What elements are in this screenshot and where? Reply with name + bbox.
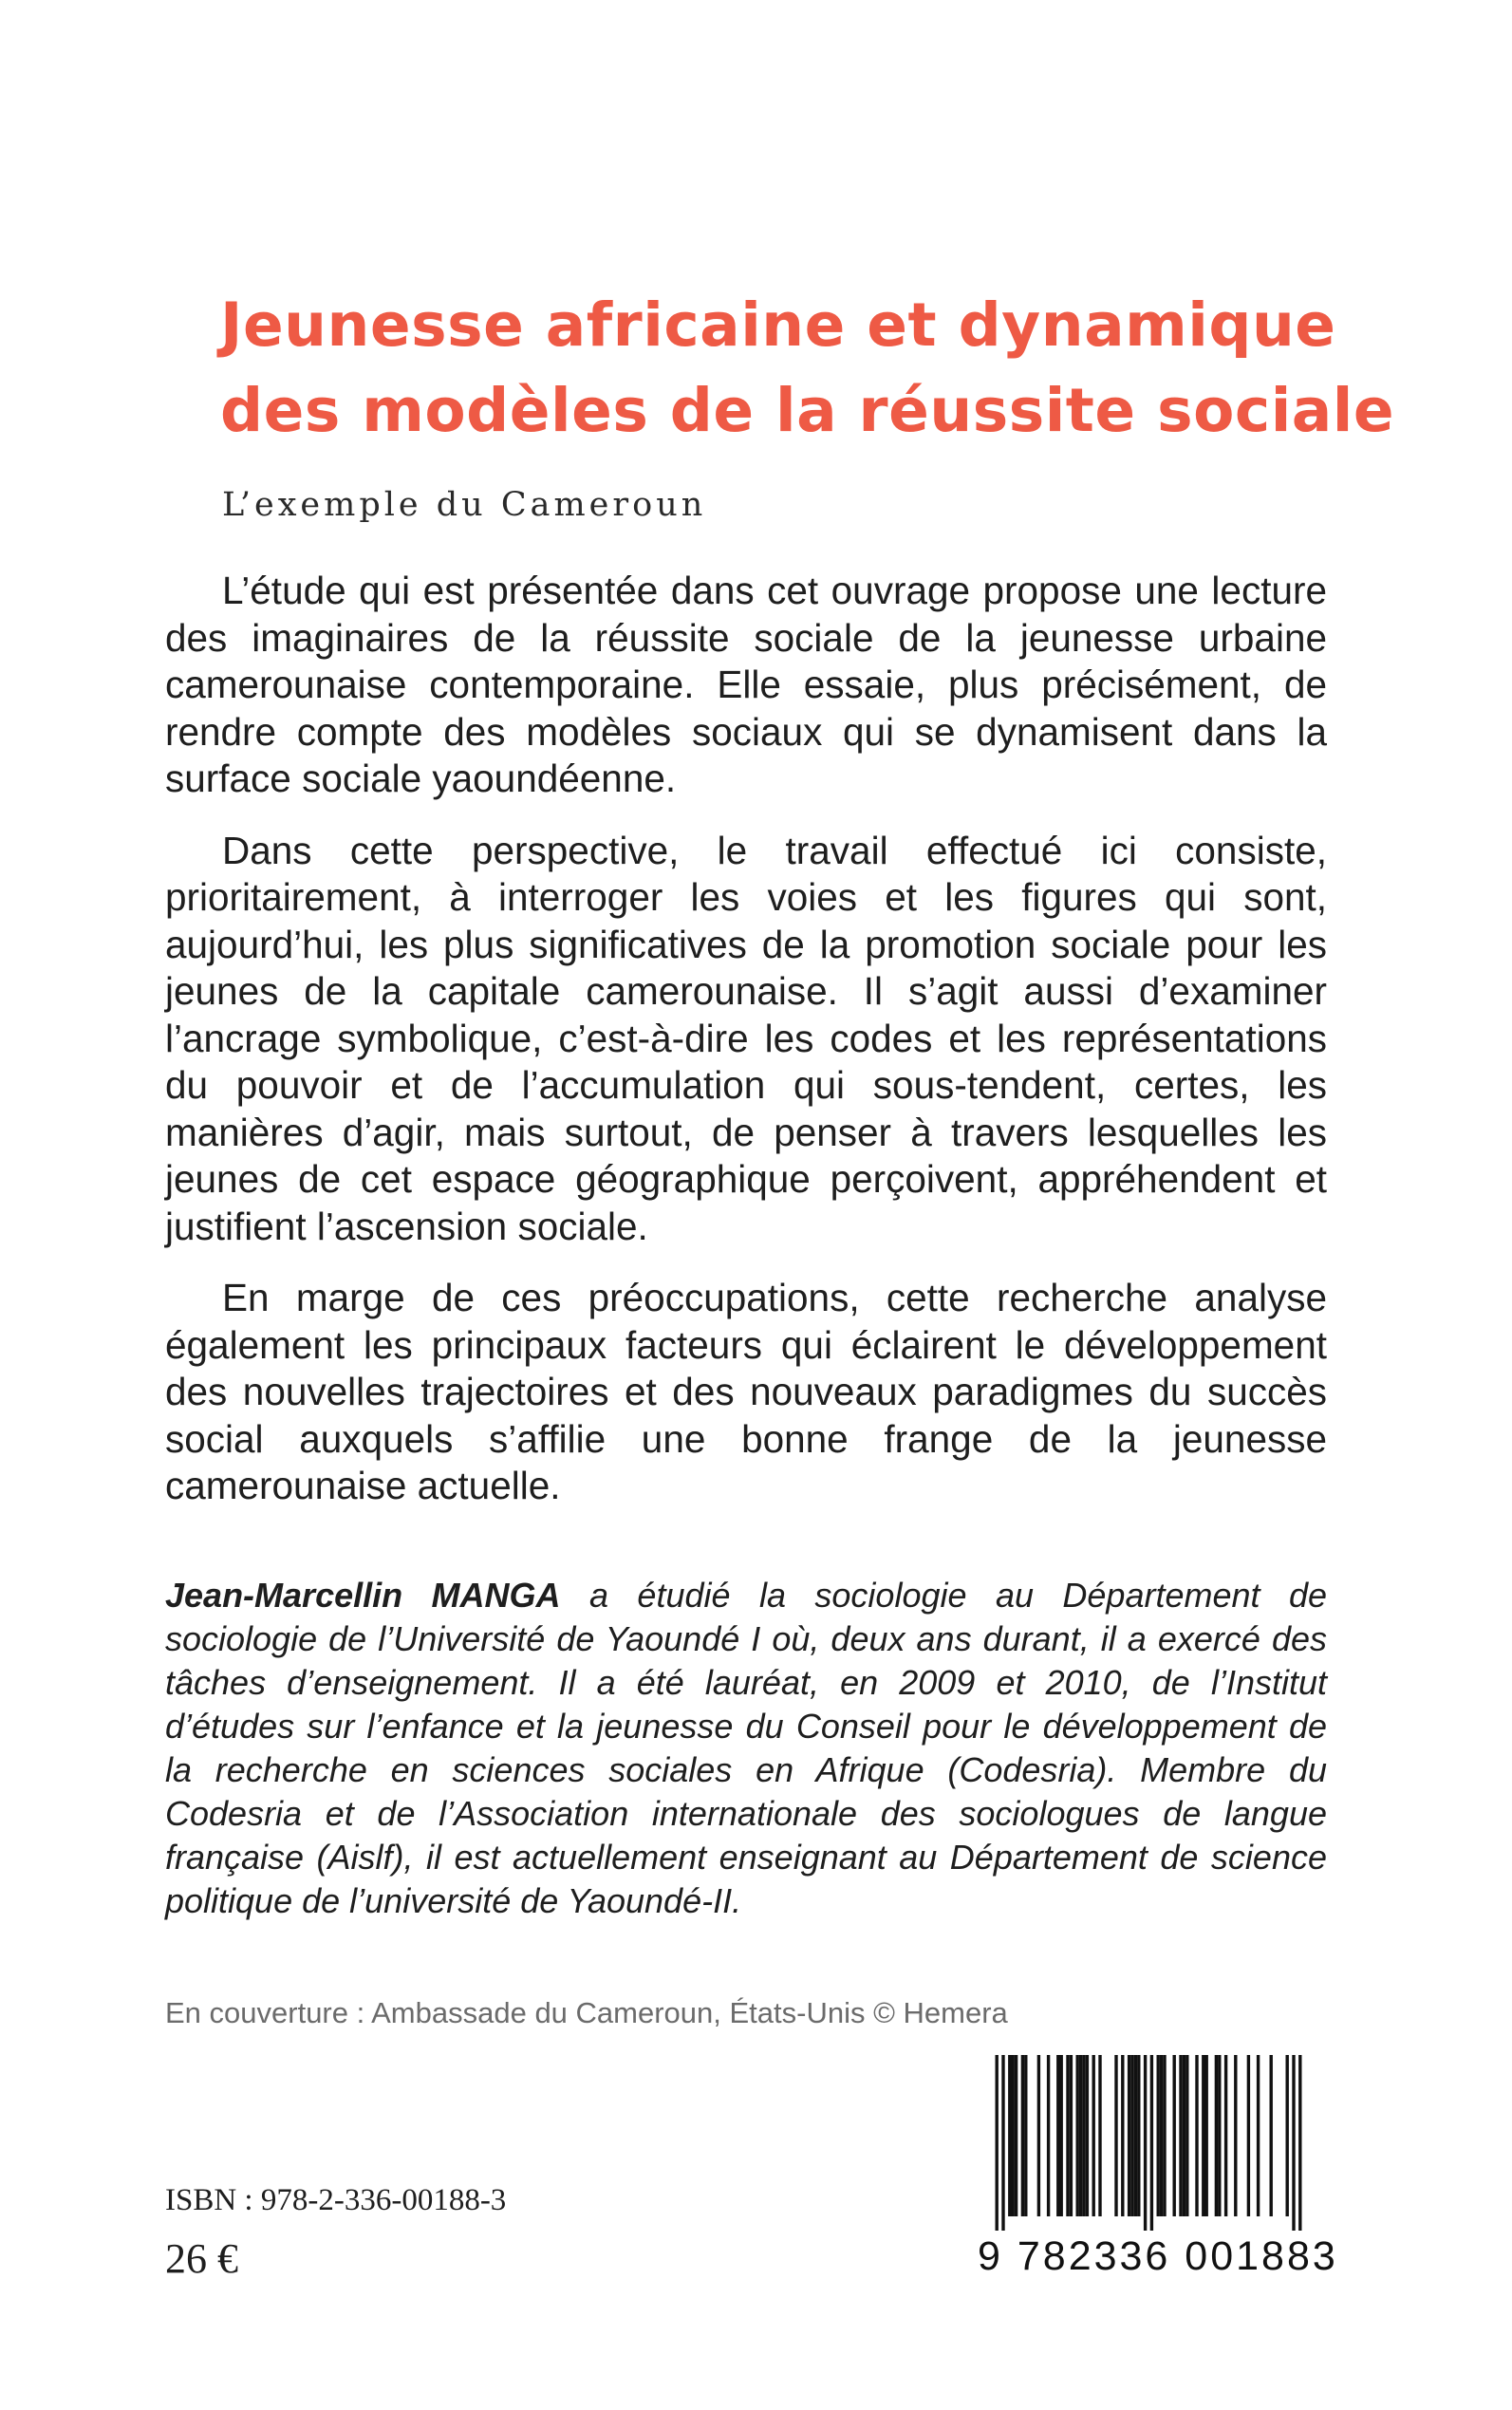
cover-credit: En couverture : Ambassade du Cameroun, États-Unis © Hemera	[165, 1996, 1008, 2029]
barcode-bar	[1257, 2055, 1260, 2216]
barcode-bar	[1121, 2055, 1124, 2216]
barcode-bar	[1144, 2055, 1147, 2231]
barcode	[978, 2055, 1338, 2283]
barcode-bar	[1128, 2055, 1130, 2216]
blurb-paragraph-2: Dans cette perspective, le travail effectué ici consiste, prioritairement, à interroger les voies et les figures qui sont, aujourd’hui, les plus significatives de la promotion sociale pour les jeunes de la capitale camerounaise. Il s’agit aussi d’examiner l’ancrage symbolique, c’est-à-dire les codes et les représentations du pouvoir et de l’accumulation qui sous-tendent, certes, les manières d’agir, mais surtout, de penser à travers lesquelles les jeunes de cet espace géographique perçoivent, appréhendent et justifient l’ascension sociale.	[165, 828, 1327, 1248]
barcode-bar	[1270, 2055, 1273, 2216]
barcode-bar	[1205, 2055, 1208, 2216]
barcode-bar	[1024, 2055, 1027, 2216]
barcode-bar	[1195, 2055, 1198, 2216]
barcode-bar	[1082, 2055, 1085, 2216]
barcode-bar	[1163, 2055, 1166, 2216]
barcode-bar	[1157, 2055, 1160, 2216]
barcode-bar	[1130, 2055, 1133, 2216]
barcode-bar	[1114, 2055, 1117, 2216]
barcode-bar	[996, 2055, 999, 2231]
price: 26 €	[165, 2235, 238, 2282]
blurb-paragraph-3: En marge de ces préoccupations, cette recherche analyse également les principaux facteurs qui éclairent le développement des nouvelles trajectoires et des nouveaux paradigmes du succès social auxquels s’affilie une bonne frange de la jeunesse camerounaise actuelle.	[165, 1276, 1327, 1507]
barcode-digits: 9 782336 001883	[978, 2233, 1338, 2279]
blurb-paragraph-1: L’étude qui est présentée dans cet ouvrage propose une lecture des imaginaires de la réussite sociale de la jeunesse urbaine camerounaise contemporaine. Elle essaie, plus précisément, de rendre compte des modèles sociaux qui se dynamisent dans la surface sociale yaoundéenne.	[165, 569, 1327, 800]
barcode-bar	[1056, 2055, 1059, 2216]
barcode-bar	[1137, 2055, 1140, 2216]
barcode-bar	[1015, 2055, 1017, 2216]
book-title-line-2: des modèles de la réussite sociale	[220, 376, 1395, 445]
barcode-bar	[1037, 2055, 1040, 2216]
barcode-bar	[1076, 2055, 1079, 2216]
barcode-bar	[1234, 2055, 1237, 2216]
barcode-bar	[1247, 2055, 1250, 2216]
isbn: ISBN : 978-2-336-00188-3	[165, 2183, 507, 2217]
barcode-bar	[1047, 2055, 1050, 2216]
barcode-bar	[1070, 2055, 1073, 2216]
barcode-bar	[1012, 2055, 1015, 2216]
barcode-bar	[1079, 2055, 1082, 2216]
barcode-bar	[1292, 2055, 1295, 2231]
barcode-bar	[1008, 2055, 1011, 2216]
barcode-bar	[1086, 2055, 1089, 2216]
barcode-bar	[1060, 2055, 1063, 2216]
author-bio-text: a étudié la sociologie au Département de sociologie de l’Université de Yaoundé I où, deux ans durant, il a exercé des tâches d’enseignement. Il a été lauréat, en 2009 et 2010, de l’Institut d’études sur l’enfance et la jeunesse du Conseil pour le développement de la recherche en sciences sociales en Afrique (Codesria). Membre du Codesria et de l’Association internationale des sociologues de langue française (Aislf), il est actuellement enseignant au Département de science politique de l’université de Yaoundé-II.	[165, 1576, 1328, 1920]
barcode-bar	[1160, 2055, 1163, 2216]
barcode-bar	[1224, 2055, 1227, 2216]
book-title	[220, 283, 1454, 454]
barcode-bar	[1185, 2055, 1188, 2216]
barcode-bar	[1202, 2055, 1204, 2216]
barcode-bar	[1298, 2055, 1301, 2231]
book-subtitle: L’exemple du Cameroun	[222, 486, 707, 524]
barcode-bar	[1218, 2055, 1221, 2216]
blurb	[165, 568, 1327, 1535]
barcode-bars	[978, 2055, 1319, 2231]
barcode-bar	[1286, 2055, 1289, 2216]
barcode-bar	[1183, 2055, 1185, 2216]
barcode-bar	[1098, 2055, 1101, 2216]
barcode-bar	[1092, 2055, 1095, 2216]
barcode-bar	[1150, 2055, 1153, 2231]
author-name: Jean-Marcellin MANGA	[165, 1576, 561, 1615]
barcode-bar	[1179, 2055, 1182, 2216]
author-bio	[165, 1574, 1327, 1923]
barcode-bar	[1173, 2055, 1176, 2216]
barcode-bar	[1021, 2055, 1024, 2216]
book-title-line-1: Jeunesse africaine et dynamique	[220, 290, 1336, 360]
barcode-bar	[1134, 2055, 1137, 2216]
barcode-bar	[1066, 2055, 1069, 2216]
barcode-bar	[1215, 2055, 1218, 2216]
barcode-bar	[1001, 2055, 1004, 2231]
